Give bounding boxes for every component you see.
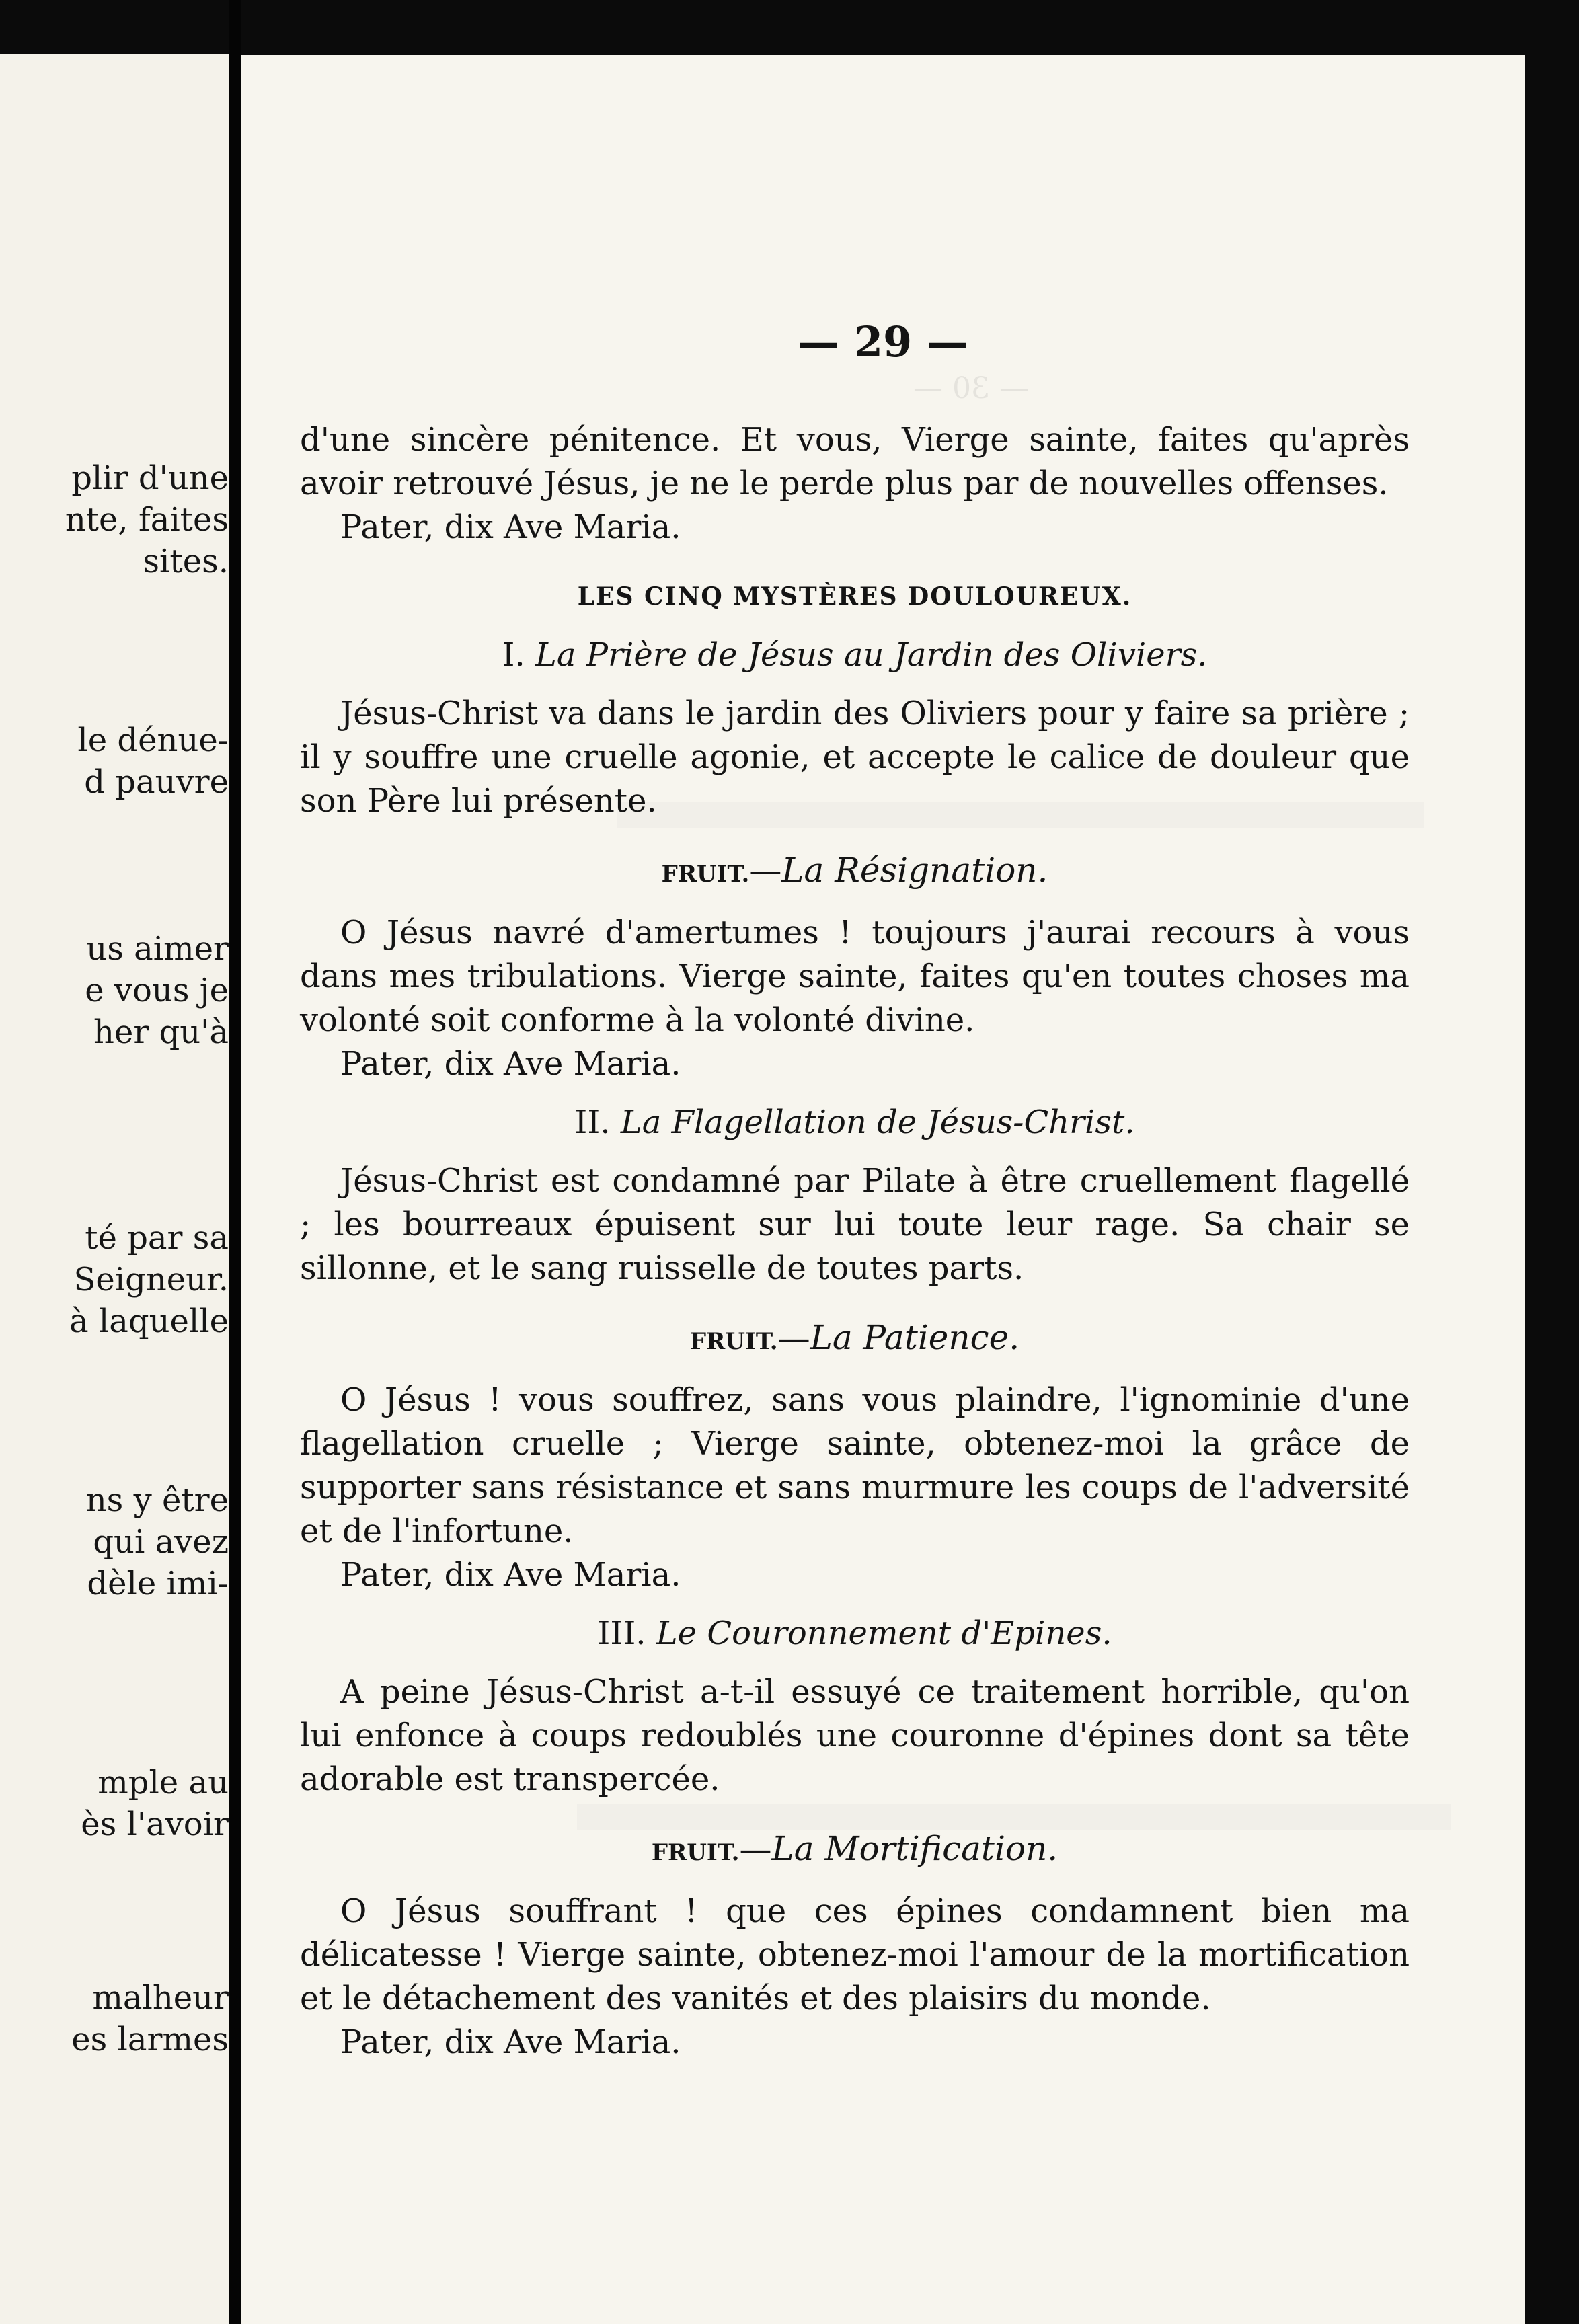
text-column	[300, 418, 1410, 2064]
intro-paragraph: d'une sincère pénitence. Et vous, Vierge sainte, faites qu'après avoir retrouvé Jésus, je ne le perde plus par de nouvelles offenses.	[300, 421, 1410, 502]
fruit-dash: —	[749, 852, 782, 890]
pater-line: Pater, dix Ave Maria.	[340, 508, 681, 546]
fruit-label: FRUIT.	[689, 1328, 778, 1355]
left-text-fragment: qui avez	[93, 1523, 229, 1561]
mystery-numeral: III.	[597, 1615, 646, 1652]
left-text-fragment: malheur	[92, 1979, 229, 2017]
fruit-dash: —	[777, 1319, 810, 1357]
book-gutter	[229, 0, 241, 2324]
left-text-fragment: d pauvre	[84, 763, 229, 801]
mystery-prayer: O Jésus souffrant ! que ces épines condamnent bien ma délicatesse ! Vierge sainte, obtenez-moi l'amour de la mortification et le détachement des vanités et des plaisirs du monde.	[300, 1892, 1410, 2017]
left-text-fragment: mple au	[98, 1764, 229, 1802]
section-title: LES CINQ MYSTÈRES DOULOUREUX.	[577, 582, 1132, 611]
left-text-fragment: le dénue-	[77, 722, 229, 759]
mystery-heading-3	[300, 1612, 1410, 1656]
fruit-line-3	[300, 1827, 1410, 1875]
pater-line: Pater, dix Ave Maria.	[340, 1556, 681, 1594]
left-text-fragment: ès l'avoir	[81, 1806, 229, 1843]
mystery-title: La Prière de Jésus au Jardin des Oliviers.	[535, 636, 1208, 674]
mystery-title: Le Couronnement d'Epines.	[656, 1615, 1112, 1652]
left-text-fragment: plir d'une	[71, 459, 229, 497]
mystery-prayer: O Jésus ! vous souffrez, sans vous plaindre, l'ignominie d'une flagellation cruelle ; Vierge sainte, obtenez-moi la grâce de supporter sans résistance et sans murmure les coups de l'adversité et de l'infortune.	[300, 1381, 1410, 1550]
mystery-heading-1	[300, 633, 1410, 677]
mystery-narrative: Jésus-Christ va dans le jardin des Oliviers pour y faire sa prière ; il y souffre une cruelle agonie, et accepte le calice de douleur que son Père lui présente.	[300, 695, 1410, 820]
mystery-narrative: A peine Jésus-Christ a-t-il essuyé ce traitement horrible, qu'on lui enfonce à coups redoublés une couronne d'épines dont sa tête adorable est transpercée.	[300, 1673, 1410, 1798]
fruit-line-2	[300, 1316, 1410, 1364]
fruit-name: La Résignation.	[781, 851, 1048, 890]
fruit-name: La Mortification.	[771, 1829, 1058, 1868]
left-text-fragment: Seigneur.	[73, 1261, 229, 1299]
right-page	[241, 55, 1525, 2324]
fruit-label: FRUIT.	[651, 1839, 740, 1866]
left-text-fragment: té par sa	[85, 1219, 229, 1257]
fruit-label: FRUIT.	[661, 861, 750, 888]
left-text-fragment: sites.	[143, 543, 229, 580]
fruit-dash: —	[739, 1830, 772, 1868]
fruit-line-1	[300, 849, 1410, 896]
pater-line: Pater, dix Ave Maria.	[340, 1045, 681, 1083]
mystery-narrative: Jésus-Christ est condamné par Pilate à être cruellement flagellé ; les bourreaux épuisent sur lui toute leur rage. Sa chair se sillonne, et le sang ruisselle de toutes parts.	[300, 1162, 1410, 1287]
left-text-fragment: ns y être	[85, 1481, 229, 1519]
left-text-fragment: à laquelle	[69, 1303, 229, 1340]
pater-line: Pater, dix Ave Maria.	[340, 2023, 681, 2061]
bleed-through-text: — 30 —	[913, 371, 1029, 405]
left-text-fragment: us aimer	[86, 930, 229, 968]
mystery-title: La Flagellation de Jésus-Christ.	[620, 1103, 1135, 1141]
mystery-heading-2	[300, 1101, 1410, 1145]
left-text-fragment: dèle imi-	[87, 1565, 229, 1602]
left-text-fragment: nte, faites	[65, 501, 229, 539]
fruit-name: La Patience.	[810, 1318, 1020, 1357]
scan-edge	[1525, 0, 1579, 2324]
mystery-numeral: II.	[574, 1103, 611, 1141]
mystery-numeral: I.	[502, 636, 525, 674]
left-text-fragment: e vous je	[85, 972, 229, 1009]
left-text-fragment: es larmes	[71, 2021, 229, 2058]
page-number: — 29 —	[798, 317, 968, 366]
left-text-fragment: her qu'à	[93, 1013, 229, 1051]
left-page-fragment	[0, 54, 229, 2324]
mystery-prayer: O Jésus navré d'amertumes ! toujours j'aurai recours à vous dans mes tribulations. Vierge sainte, faites qu'en toutes choses ma volonté soit conforme à la volonté divine.	[300, 914, 1410, 1039]
